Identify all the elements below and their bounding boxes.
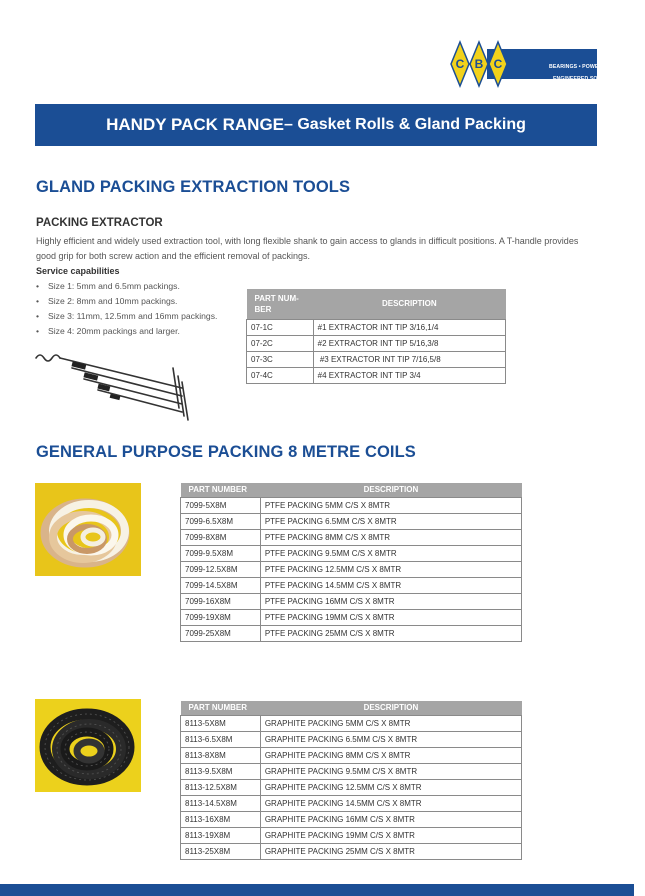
table-row	[181, 593, 522, 609]
table-row	[181, 731, 522, 747]
ptfe-packing-table	[180, 483, 522, 642]
description-cell: PTFE PACKING 19MM C/S X 8MTR	[260, 609, 521, 625]
part-number-cell: 8113-14.5X8M	[181, 795, 261, 811]
list-item: • Size 2: 8mm and 10mm packings.	[36, 294, 217, 309]
list-item: • Size 3: 11mm, 12.5mm and 16mm packings.	[36, 309, 217, 324]
header-description: DESCRIPTION	[313, 289, 505, 319]
table-row	[181, 545, 522, 561]
part-number-cell: 7099-12.5X8M	[181, 561, 261, 577]
list-item: • Size 1: 5mm and 6.5mm packings.	[36, 279, 217, 294]
table-row	[181, 827, 522, 843]
service-capabilities-label: Service capabilities	[36, 266, 120, 276]
table-row	[247, 367, 506, 383]
packing-extractor-heading: PACKING EXTRACTOR	[36, 217, 163, 229]
part-number-cell: 07-4C	[247, 367, 314, 383]
extractor-table	[246, 289, 506, 384]
description-cell: #2 EXTRACTOR INT TIP 5/16,3/8	[313, 335, 505, 351]
header-part-number: PART NUMBER	[181, 701, 261, 715]
part-number-cell: 8113-12.5X8M	[181, 779, 261, 795]
table-header-row	[247, 289, 506, 319]
description-cell: PTFE PACKING 5MM C/S X 8MTR	[260, 497, 521, 513]
table-header-row	[181, 483, 522, 497]
table-row	[181, 715, 522, 731]
header-part-number: PART NUM-BER	[247, 289, 314, 319]
table-row	[247, 319, 506, 335]
table-row	[181, 843, 522, 859]
description-cell: #4 EXTRACTOR INT TIP 3/4	[313, 367, 505, 383]
table-row	[181, 497, 522, 513]
part-number-cell: 8113-9.5X8M	[181, 763, 261, 779]
table-row	[181, 529, 522, 545]
description-cell: PTFE PACKING 16MM C/S X 8MTR	[260, 593, 521, 609]
page-banner	[35, 104, 597, 146]
description-cell: PTFE PACKING 8MM C/S X 8MTR	[260, 529, 521, 545]
company-logo	[449, 39, 645, 89]
description-cell: #3 EXTRACTOR INT TIP 7/16,5/8	[313, 351, 505, 367]
part-number-cell: 07-1C	[247, 319, 314, 335]
description-cell: GRAPHITE PACKING 8MM C/S X 8MTR	[260, 747, 521, 763]
graphite-packing-table	[180, 701, 522, 860]
table-row	[247, 351, 506, 367]
logo-letter-1: C	[455, 57, 465, 71]
description-cell: PTFE PACKING 25MM C/S X 8MTR	[260, 625, 521, 641]
part-number-cell: 7099-9.5X8M	[181, 545, 261, 561]
description-cell: GRAPHITE PACKING 12.5MM C/S X 8MTR	[260, 779, 521, 795]
description-cell: GRAPHITE PACKING 14.5MM C/S X 8MTR	[260, 795, 521, 811]
description-cell: PTFE PACKING 12.5MM C/S X 8MTR	[260, 561, 521, 577]
graphite-packing-photo	[35, 699, 141, 792]
table-row	[247, 335, 506, 351]
table-row	[181, 779, 522, 795]
part-number-cell: 8113-5X8M	[181, 715, 261, 731]
part-number-cell: 8113-25X8M	[181, 843, 261, 859]
header-description: DESCRIPTION	[260, 483, 521, 497]
description-cell: GRAPHITE PACKING 9.5MM C/S X 8MTR	[260, 763, 521, 779]
header-part-number: PART NUMBER	[181, 483, 261, 497]
part-number-cell: 8113-8X8M	[181, 747, 261, 763]
section-title-packing-coils: GENERAL PURPOSE PACKING 8 METRE COILS	[36, 443, 416, 461]
extractor-tools-image	[32, 346, 192, 424]
banner-title: HANDY PACK RANGE	[106, 115, 285, 134]
table-row	[181, 561, 522, 577]
packing-extractor-description: Highly efficient and widely used extraction tool, with long flexible shank to gain access to glands in difficult positions. A T-handle provides good grip for both screw action and the efficient removal of packings.	[36, 236, 579, 261]
table-row	[181, 513, 522, 529]
logo-letter-3: C	[493, 57, 503, 71]
part-number-cell: 7099-6.5X8M	[181, 513, 261, 529]
table-row	[181, 609, 522, 625]
description-cell: PTFE PACKING 6.5MM C/S X 8MTR	[260, 513, 521, 529]
logo-diamonds-icon	[449, 39, 511, 89]
description-cell: GRAPHITE PACKING 6.5MM C/S X 8MTR	[260, 731, 521, 747]
part-number-cell: 7099-25X8M	[181, 625, 261, 641]
part-number-cell: 7099-14.5X8M	[181, 577, 261, 593]
footer-bar	[0, 884, 634, 896]
description-cell: PTFE PACKING 9.5MM C/S X 8MTR	[260, 545, 521, 561]
table-row	[181, 625, 522, 641]
part-number-cell: 8113-6.5X8M	[181, 731, 261, 747]
table-header-row	[181, 701, 522, 715]
table-row	[181, 763, 522, 779]
description-cell: GRAPHITE PACKING 5MM C/S X 8MTR	[260, 715, 521, 731]
description-cell: GRAPHITE PACKING 16MM C/S X 8MTR	[260, 811, 521, 827]
capabilities-list	[36, 279, 217, 339]
ptfe-packing-photo	[35, 483, 141, 576]
table-row	[181, 577, 522, 593]
table-row	[181, 795, 522, 811]
section-title-extraction-tools: GLAND PACKING EXTRACTION TOOLS	[36, 178, 351, 196]
description-cell: GRAPHITE PACKING 25MM C/S X 8MTR	[260, 843, 521, 859]
part-number-cell: 07-2C	[247, 335, 314, 351]
list-item: • Size 4: 20mm packings and larger.	[36, 324, 217, 339]
part-number-cell: 7099-19X8M	[181, 609, 261, 625]
part-number-cell: 7099-5X8M	[181, 497, 261, 513]
part-number-cell: 7099-16X8M	[181, 593, 261, 609]
logo-tagline-2: ENGINEERED SOLUTIONS	[553, 76, 622, 82]
part-number-cell: 8113-19X8M	[181, 827, 261, 843]
table-row	[181, 811, 522, 827]
logo-tagline-1: BEARINGS • POWER TRANSMISSION	[549, 64, 645, 70]
logo-letter-2: B	[474, 57, 484, 71]
part-number-cell: 07-3C	[247, 351, 314, 367]
part-number-cell: 8113-16X8M	[181, 811, 261, 827]
part-number-cell: 7099-8X8M	[181, 529, 261, 545]
table-row	[181, 747, 522, 763]
banner-subtitle: – Gasket Rolls & Gland Packing	[284, 116, 526, 133]
description-cell: GRAPHITE PACKING 19MM C/S X 8MTR	[260, 827, 521, 843]
description-cell: #1 EXTRACTOR INT TIP 3/16,1/4	[313, 319, 505, 335]
description-cell: PTFE PACKING 14.5MM C/S X 8MTR	[260, 577, 521, 593]
header-description: DESCRIPTION	[260, 701, 521, 715]
